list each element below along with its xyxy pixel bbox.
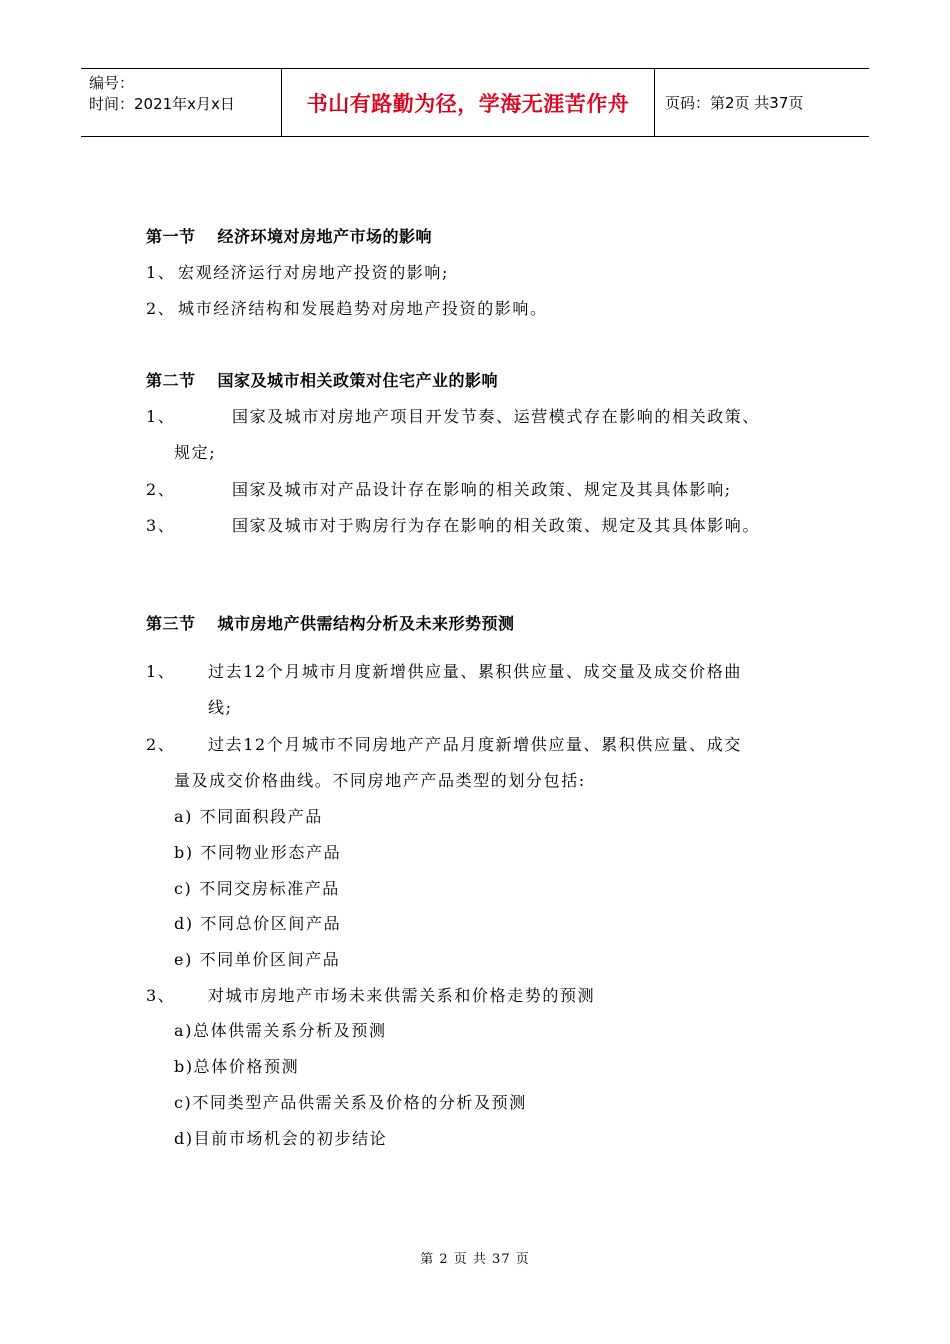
item-continuation: 线;: [208, 698, 233, 717]
sub-item: a) 不同面积段产品: [174, 807, 323, 826]
section-heading-2: [146, 368, 498, 391]
section-heading-1: [146, 224, 432, 247]
item-text: 国家及城市对产品设计存在影响的相关政策、规定及其具体影响;: [232, 480, 732, 499]
list-item: [146, 477, 732, 500]
sub-item: b)总体价格预测: [174, 1057, 300, 1076]
sub-item: d) 不同总价区间产品: [174, 914, 342, 933]
list-item: [146, 296, 548, 319]
section-heading-3: [146, 611, 515, 634]
section-number: 第三节: [146, 614, 196, 633]
item-text: 对城市房地产市场未来供需关系和价格走势的预测: [208, 986, 596, 1005]
item-number: 1、: [146, 263, 176, 282]
item-number: 2、: [146, 480, 176, 499]
time-label: 时间：2021年x月x日: [89, 95, 235, 113]
list-item: [146, 513, 760, 536]
item-continuation: 规定;: [174, 443, 217, 462]
number-label: 编号：: [89, 74, 135, 92]
header-motto: 书山有路勤为径，学海无涯苦作舟: [281, 69, 655, 136]
item-number: 1、: [146, 662, 176, 681]
item-number: 1、: [146, 407, 176, 426]
sub-item: c) 不同交房标准产品: [174, 879, 340, 898]
item-text: 宏观经济运行对房地产投资的影响;: [178, 263, 449, 282]
section-number: 第一节: [146, 227, 196, 246]
item-number: 3、: [146, 986, 176, 1005]
sub-item: c)不同类型产品供需关系及价格的分析及预测: [174, 1093, 527, 1112]
list-item: [146, 983, 595, 1006]
item-text: 城市经济结构和发展趋势对房地产投资的影响。: [178, 299, 548, 318]
list-item: [146, 659, 742, 682]
section-title: 国家及城市相关政策对住宅产业的影响: [217, 371, 499, 390]
item-text: 过去12个月城市月度新增供应量、累积供应量、成交量及成交价格曲: [208, 662, 742, 681]
page-footer: 第 2 页 共 37 页: [420, 1252, 530, 1267]
section-title: 经济环境对房地产市场的影响: [217, 227, 433, 246]
sub-item: e) 不同单价区间产品: [174, 950, 341, 969]
item-number: 2、: [146, 299, 176, 318]
header-page-info: 页码：第2页 共37页: [665, 94, 804, 112]
item-text: 过去12个月城市不同房地产产品月度新增供应量、累积供应量、成交: [208, 735, 742, 754]
item-number: 2、: [146, 735, 176, 754]
section-number: 第二节: [146, 371, 196, 390]
list-item: [146, 404, 760, 427]
item-continuation: 量及成交价格曲线。不同房地产产品类型的划分包括:: [174, 771, 586, 790]
sub-item: a)总体供需关系分析及预测: [174, 1021, 387, 1040]
header-meta: [81, 69, 281, 136]
page-header: [81, 68, 869, 137]
sub-item: b) 不同物业形态产品: [174, 843, 342, 862]
sub-item: d)目前市场机会的初步结论: [174, 1129, 388, 1148]
section-title: 城市房地产供需结构分析及未来形势预测: [217, 614, 515, 633]
item-text: 国家及城市对房地产项目开发节奏、运营模式存在影响的相关政策、: [232, 407, 761, 426]
item-number: 3、: [146, 516, 176, 535]
list-item: [146, 260, 449, 283]
item-text: 国家及城市对于购房行为存在影响的相关政策、规定及其具体影响。: [232, 516, 761, 535]
list-item: [146, 732, 742, 755]
